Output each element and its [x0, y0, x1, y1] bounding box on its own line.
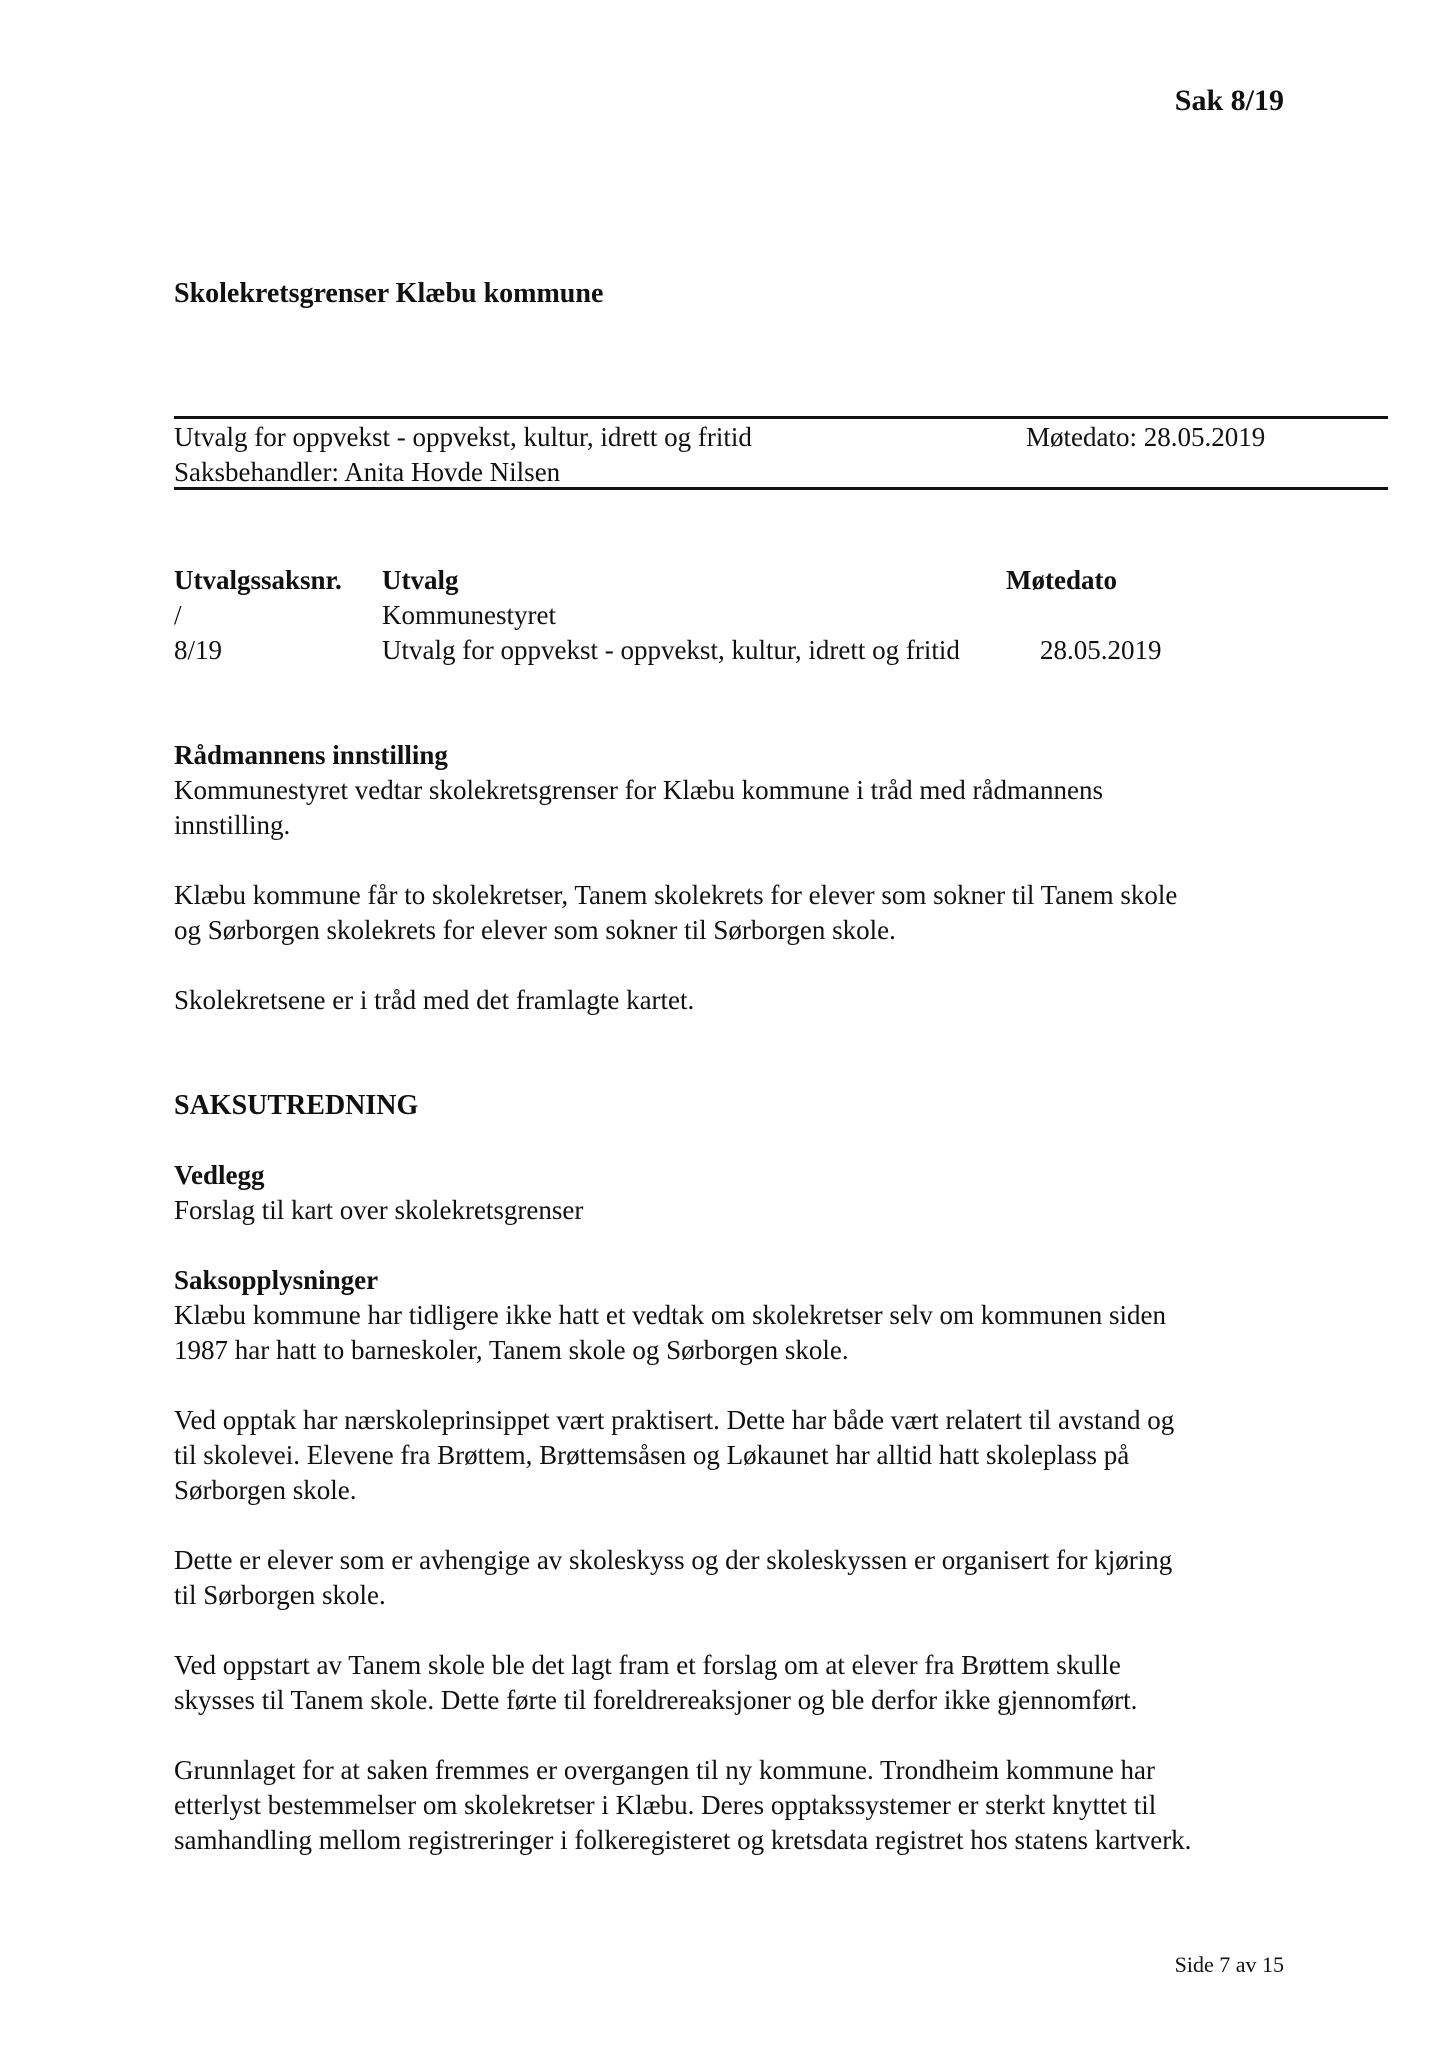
- recommendation-text: Skolekretsene er i tråd med det framlagte kartet.: [174, 985, 695, 1015]
- case-info-text: Ved oppstart av Tanem skole ble det lagt fram et forslag om at elever fra Brøttem skulle: [174, 1650, 1121, 1680]
- recommendation-text: innstilling.: [174, 810, 291, 840]
- bottom-rule: [174, 487, 1388, 490]
- case-info-text: Ved opptak har nærskoleprinsippet vært praktisert. Dette har både vært relatert til avstand og: [174, 1405, 1175, 1435]
- case-info-text: Dette er elever som er avhengige av skoleskyss og der skoleskyssen er organisert for kjøring: [174, 1545, 1173, 1575]
- header-meeting-date: Møtedato: [1006, 565, 1117, 595]
- case-info-text: skysses til Tanem skole. Dette førte til foreldrereaksjoner og ble derfor ikke gjennomført.: [174, 1685, 1138, 1715]
- header-committee: Utvalg: [382, 565, 459, 595]
- case-officer: Saksbehandler: Anita Hovde Nilsen: [174, 457, 561, 487]
- page-number: Side 7 av 15: [1174, 1952, 1284, 1977]
- recommendation-text: Kommunestyret vedtar skolekretsgrenser for Klæbu kommune i tråd med rådmannens: [174, 775, 1104, 805]
- case-reference: Sak 8/19: [1174, 84, 1284, 117]
- row-1-case-number: /: [174, 600, 182, 630]
- attachments-heading: Vedlegg: [174, 1160, 265, 1190]
- recommendation-text: Klæbu kommune får to skolekretser, Tanem skolekrets for elever som sokner til Tanem skole: [174, 880, 1178, 910]
- meeting-date: Møtedato: 28.05.2019: [1026, 422, 1266, 452]
- case-info-text: Klæbu kommune har tidligere ikke hatt et vedtak om skolekretser selv om kommunen siden: [174, 1300, 1167, 1330]
- case-info-text: etterlyst bestemmelser om skolekretser i Klæbu. Deres opptakssystemer er sterkt knyttet til: [174, 1790, 1157, 1820]
- top-rule: [174, 416, 1388, 419]
- case-info-text: til skolevei. Elevene fra Brøttem, Brøttemsåsen og Løkaunet har alltid hatt skoleplass på: [174, 1440, 1130, 1470]
- case-info-text: til Sørborgen skole.: [174, 1580, 386, 1610]
- row-2-case-number: 8/19: [174, 635, 223, 665]
- document-title: Skolekretsgrenser Klæbu kommune: [174, 278, 604, 309]
- case-info-text: samhandling mellom registreringer i folkeregisteret og kretsdata registret hos statens kartverk.: [174, 1825, 1192, 1855]
- row-1-committee: Kommunestyret: [382, 600, 556, 630]
- recommendation-heading: Rådmannens innstilling: [174, 740, 448, 770]
- case-info-heading: Saksopplysninger: [174, 1265, 379, 1295]
- row-2-committee: Utvalg for oppvekst - oppvekst, kultur, idrett og fritid: [382, 635, 960, 665]
- header-case-number: Utvalgssaksnr.: [174, 565, 342, 595]
- case-info-text: 1987 har hatt to barneskoler, Tanem skole og Sørborgen skole.: [174, 1335, 849, 1365]
- recommendation-text: og Sørborgen skolekrets for elever som sokner til Sørborgen skole.: [174, 915, 896, 945]
- row-2-date: 28.05.2019: [1040, 635, 1162, 665]
- committee-name: Utvalg for oppvekst - oppvekst, kultur, idrett og fritid: [174, 422, 752, 452]
- section-heading-saksutredning: SAKSUTREDNING: [174, 1090, 419, 1121]
- attachment-item: Forslag til kart over skolekretsgrenser: [174, 1195, 584, 1225]
- case-info-text: Grunnlaget for at saken fremmes er overgangen til ny kommune. Trondheim kommune har: [174, 1755, 1156, 1785]
- case-info-text: Sørborgen skole.: [174, 1475, 357, 1505]
